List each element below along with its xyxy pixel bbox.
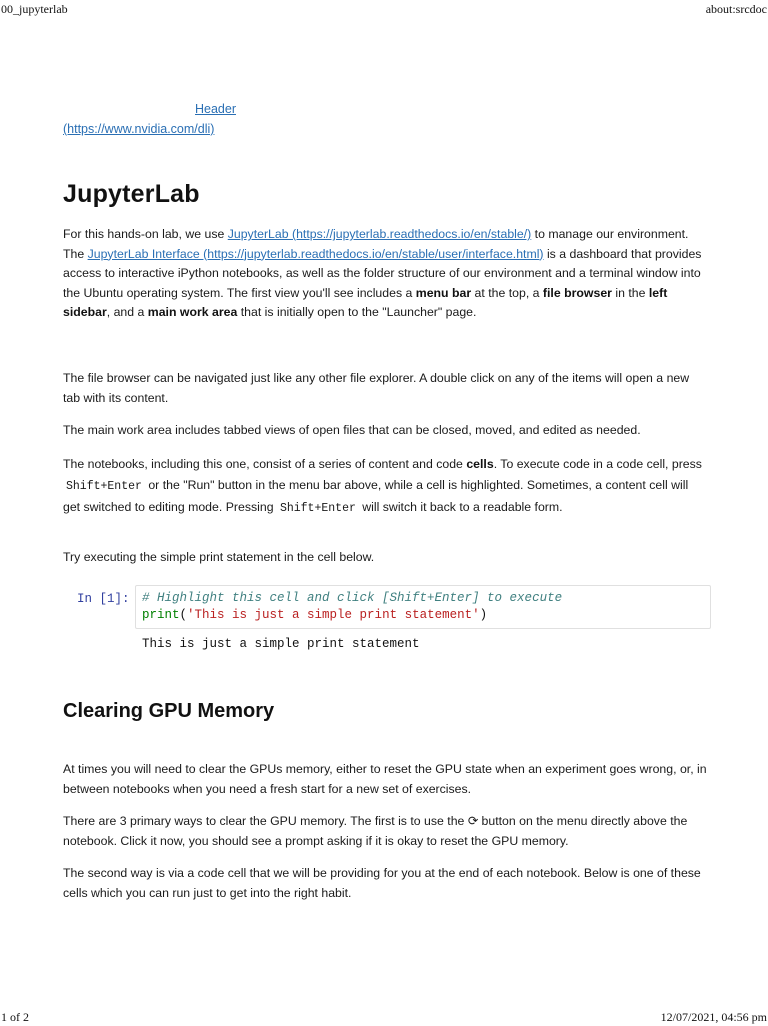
code-cell-input[interactable]: [135, 585, 711, 629]
intro-text-5: in the: [611, 285, 649, 300]
bold-menu-bar: menu bar: [415, 285, 472, 300]
notebooks-text-2: . To execute code in a code cell, press: [493, 457, 702, 471]
intro-text-4: at the top, a: [471, 285, 543, 300]
code-close-paren: ): [479, 608, 488, 622]
header-image-link[interactable]: [63, 99, 263, 139]
header-link-text[interactable]: Header: [195, 102, 236, 116]
section-heading-gpu: Clearing GPU Memory: [63, 700, 275, 722]
print-header-title: 00_jupyterlab: [1, 2, 68, 16]
header-link-url[interactable]: (https://www.nvidia.com/dli): [63, 122, 215, 136]
code-comment: # Highlight this cell and click [Shift+Enter] to execute: [142, 591, 563, 605]
bold-left-sidebar: left sidebar: [63, 285, 668, 319]
print-header-url: about:srcdoc: [705, 2, 767, 16]
notebooks-text-3: or the "Run" button in the menu bar above, while a cell is highlighted. Sometimes, a content cell will get switched to editing mode. Pressing: [63, 477, 689, 514]
shift-enter-kbd-2: Shift+Enter: [279, 502, 356, 515]
gpu2-text-1: There are 3 primary ways to clear the GPU memory. The first is to use the: [63, 814, 468, 828]
bold-main-work-area: main work area: [147, 305, 238, 319]
code-line: [142, 608, 487, 622]
code-open-paren: (: [179, 608, 188, 622]
intro-paragraph: [63, 225, 708, 323]
gpu-paragraph-1: At times you will need to clear the GPUs memory, either to reset the GPU state when an experiment goes wrong, or, in between notebooks when you need a fresh start for a new set of exercises.: [63, 762, 707, 796]
intro-text-3: is a dashboard that provides access to interactive iPython notebooks, as well as the folder structure of our environment and a terminal window into the Ubuntu operating system. The first view you'll see includes a: [63, 246, 702, 300]
code-string: 'This is just a simple print statement': [187, 608, 480, 622]
bold-cells: cells: [466, 457, 494, 471]
print-footer-date: 12/07/2021, 04:56 pm: [660, 1010, 767, 1024]
code-cell-output: This is just a simple print statement: [142, 637, 420, 651]
intro-text-7: that is initially open to the "Launcher" page.: [237, 305, 477, 319]
intro-text-1: For this hands-on lab, we use: [63, 227, 228, 241]
try-paragraph: Try executing the simple print statement in the cell below.: [63, 550, 375, 564]
shift-enter-kbd: Shift+Enter: [66, 479, 142, 493]
restart-icon: ⟳: [467, 814, 479, 828]
intro-text-2: to manage our environment. The: [63, 227, 689, 261]
jupyterlab-link[interactable]: JupyterLab (https://jupyterlab.readthedocs.io/en/stable/): [227, 227, 532, 241]
page-title: JupyterLab: [63, 180, 200, 208]
code-print-fn: print: [142, 608, 180, 622]
bold-file-browser: file browser: [542, 285, 612, 300]
gpu-paragraph-2: [63, 812, 708, 851]
intro-text-6: , and a: [106, 305, 148, 319]
cell-prompt: In [1]:: [77, 592, 130, 606]
notebooks-paragraph: [63, 454, 708, 520]
gpu-paragraph-3: The second way is via a code cell that we will be providing for you at the end of each notebook. Below is one of these cells which you can run just to get into the right habit.: [63, 866, 701, 900]
print-footer: [0, 1008, 768, 1026]
print-header: [0, 0, 768, 18]
notebooks-text-1: The notebooks, including this one, consist of a series of content and code: [63, 457, 467, 471]
work-area-paragraph: The main work area includes tabbed views of open files that can be closed, moved, and edited as needed.: [63, 423, 641, 437]
file-browser-paragraph: The file browser can be navigated just like any other file explorer. A double click on any of the items will open a new tab with its content.: [63, 371, 690, 405]
notebooks-text-4: will switch it back to a readable form.: [358, 500, 563, 514]
print-footer-page: 1 of 2: [1, 1010, 29, 1024]
jupyterlab-interface-link[interactable]: JupyterLab Interface (https://jupyterlab.readthedocs.io/en/stable/user/interface.html): [87, 246, 544, 261]
gpu2-text-2: button on the menu directly above the notebook. Click it now, you should see a prompt asking if it is okay to reset the GPU memory.: [63, 814, 688, 848]
